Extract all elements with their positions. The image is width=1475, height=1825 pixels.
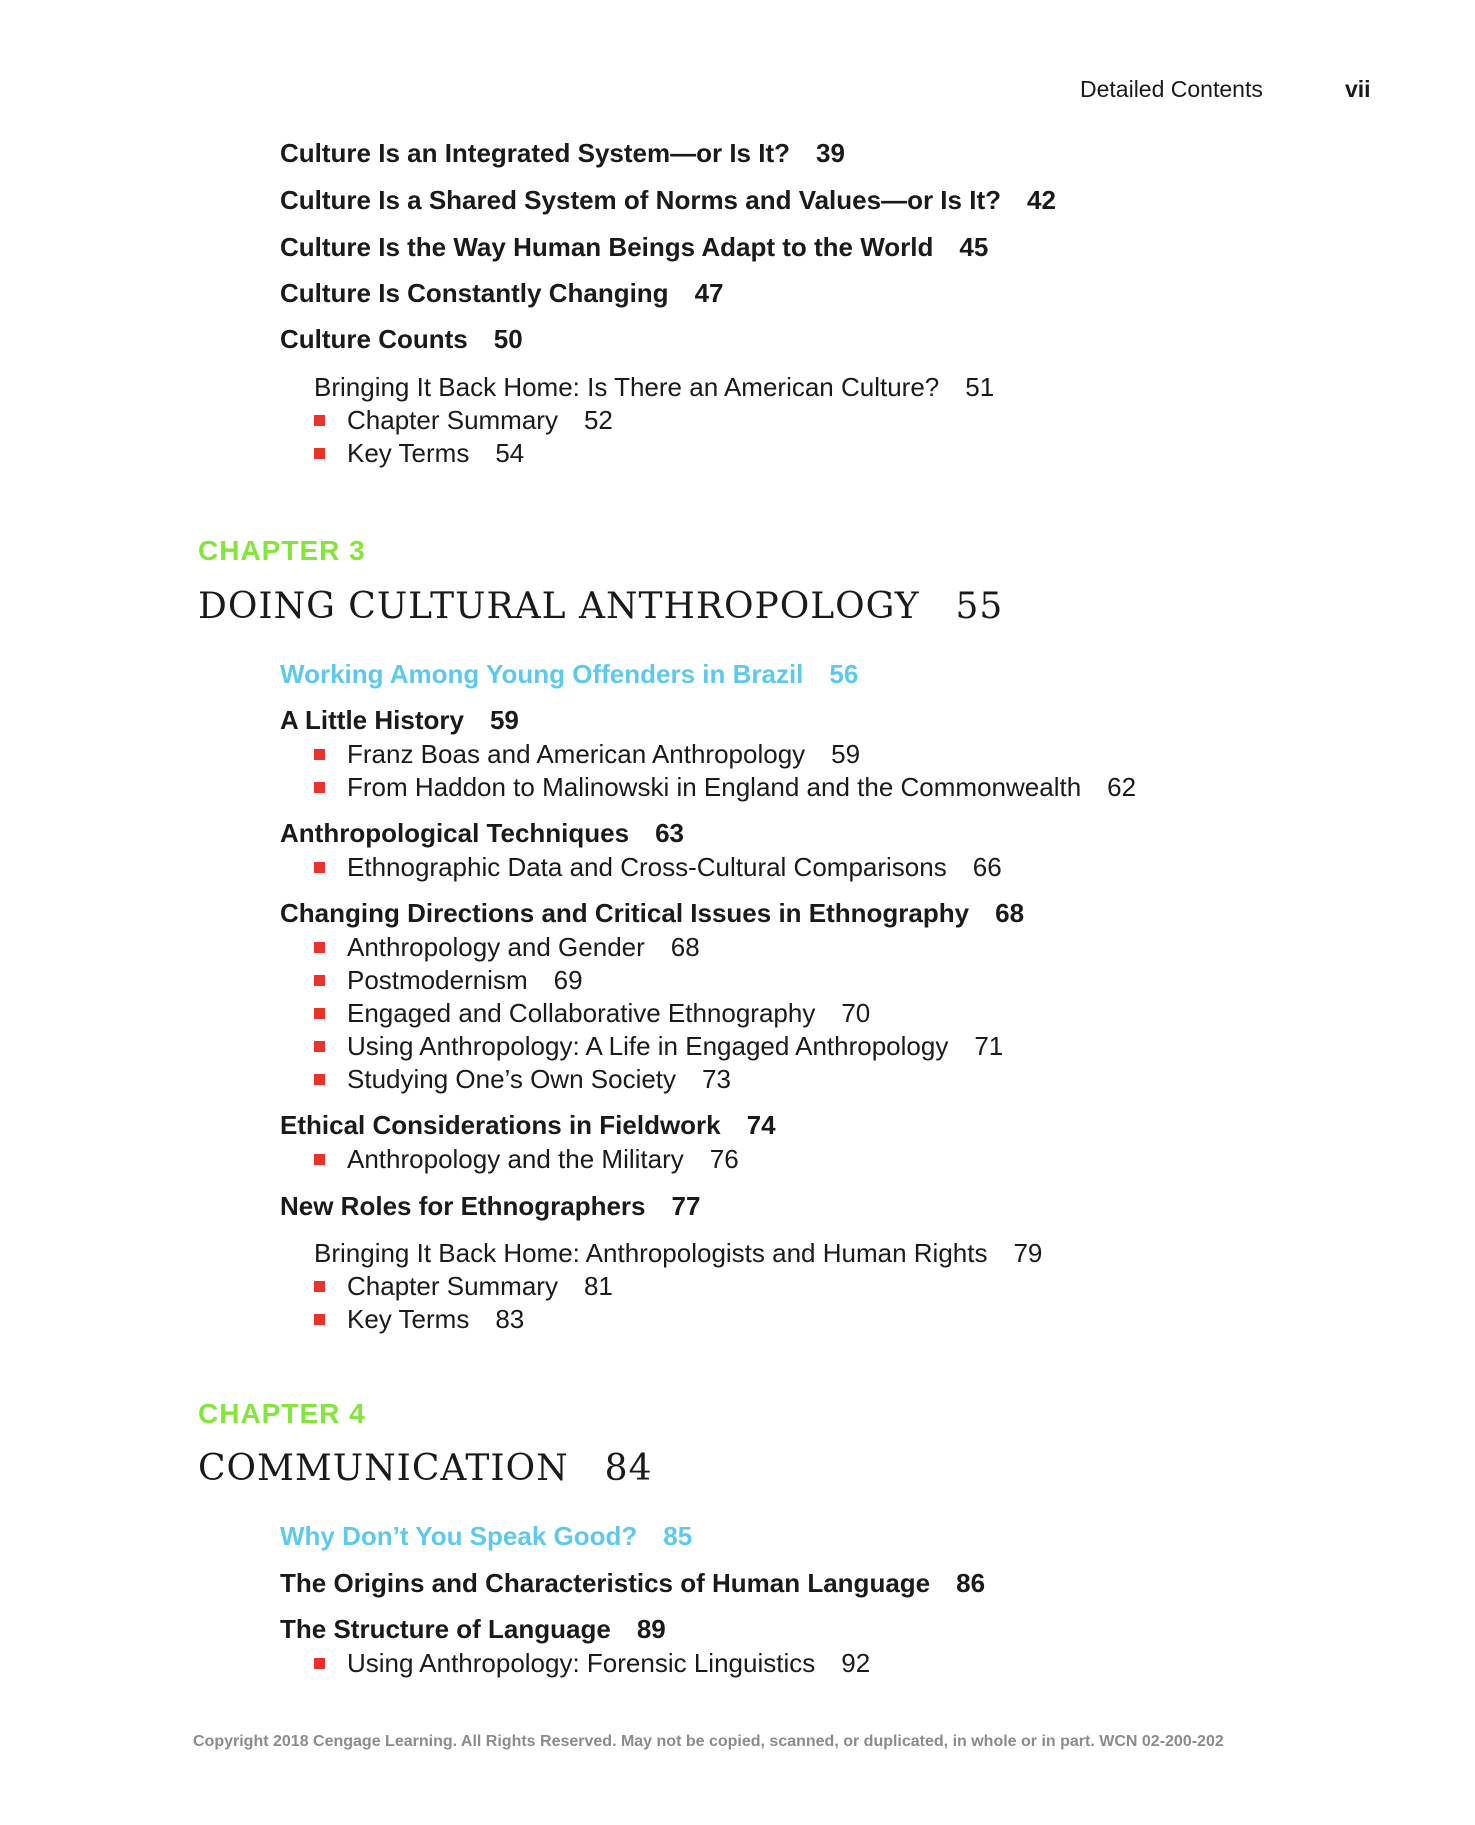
toc-entry-label: Culture Counts [280,324,468,354]
toc-entry[interactable] [280,278,724,309]
toc-entry-page: 45 [959,232,989,262]
toc-entry[interactable] [280,232,988,263]
toc-entry-page: 52 [583,405,613,435]
toc-entry-label: Using Anthropology: A Life in Engaged Anthropology [347,1031,949,1061]
toc-entry-label: Key Terms [347,438,470,468]
toc-entry-page: 62 [1107,772,1137,802]
toc-bullet-entry[interactable] [314,1648,870,1679]
chapter-title-page: 55 [955,586,1004,627]
toc-entry[interactable] [280,705,519,736]
toc-entry-page: 74 [746,1110,776,1140]
toc-entry-page: 68 [670,932,700,962]
toc-bullet-entry[interactable] [314,932,700,963]
bullet-square-icon [314,415,325,426]
running-head-title: Detailed Contents [1080,76,1263,102]
toc-entry-page: 51 [965,372,995,402]
bullet-square-icon [314,1658,325,1669]
toc-entry-page: 69 [553,965,583,995]
chapter-label: CHAPTER 4 [198,1398,366,1429]
toc-entry-label: Engaged and Collaborative Ethnography [347,998,816,1028]
bullet-square-icon [314,862,325,873]
chapter-title[interactable] [198,586,1003,627]
toc-entry[interactable] [280,324,523,355]
toc-entry-page: 59 [831,739,861,769]
toc-entry-label: The Origins and Characteristics of Human Language [280,1568,931,1598]
toc-entry[interactable] [280,185,1056,216]
toc-entry-page: 79 [1013,1238,1043,1268]
toc-entry-page: 83 [495,1304,525,1334]
toc-entry-label: Anthropological Techniques [280,818,630,848]
toc-entry-page: 85 [663,1521,693,1551]
bullet-square-icon [314,1281,325,1292]
chapter-title-page: 84 [604,1448,653,1489]
toc-entry[interactable] [280,1614,666,1645]
toc-entry-page: 77 [671,1191,701,1221]
toc-bullet-entry[interactable] [314,405,613,436]
toc-entry-label: The Structure of Language [280,1614,611,1644]
toc-entry-label: Key Terms [347,1304,470,1334]
copyright-footer: Copyright 2018 Cengage Learning. All Rights Reserved. May not be copied, scanned, or duplicated, in whole or in part. WCN 02-200-202 [193,1733,1224,1750]
toc-bullet-entry[interactable] [314,965,583,996]
toc-bullet-entry[interactable] [314,772,1136,803]
toc-bullet-entry[interactable] [314,1064,731,1095]
toc-bringing-entry[interactable] [314,372,994,403]
toc-entry-page: 81 [583,1271,613,1301]
toc-entry[interactable] [280,1110,776,1141]
chapter-label: CHAPTER 3 [198,535,366,566]
chapter-title-text: COMMUNICATION [198,1448,569,1489]
toc-feature-entry[interactable] [280,659,858,690]
toc-entry-label: Ethnographic Data and Cross-Cultural Comparisons [347,852,947,882]
bullet-square-icon [314,1041,325,1052]
toc-bullet-entry[interactable] [314,1304,524,1335]
toc-feature-entry[interactable] [280,1521,692,1552]
toc-entry-label: Ethical Considerations in Fieldwork [280,1110,721,1140]
toc-entry-label: Postmodernism [347,965,528,995]
toc-entry-label: Culture Is Constantly Changing [280,278,669,308]
toc-entry-label: Studying One’s Own Society [347,1064,677,1094]
toc-bullet-entry[interactable] [314,998,870,1029]
toc-entry-page: 54 [495,438,525,468]
toc-entry-label: Franz Boas and American Anthropology [347,739,806,769]
toc-entry-page: 68 [995,898,1025,928]
toc-bullet-entry[interactable] [314,438,524,469]
toc-entry-label: A Little History [280,705,464,735]
toc-entry[interactable] [280,1191,700,1222]
bullet-square-icon [314,942,325,953]
toc-entry-page: 63 [655,818,685,848]
toc-bullet-entry[interactable] [314,1271,613,1302]
toc-entry[interactable] [280,138,845,169]
toc-entry-label: Chapter Summary [347,405,558,435]
toc-bullet-entry[interactable] [314,739,860,770]
toc-entry-label: Culture Is an Integrated System—or Is It? [280,138,790,168]
toc-entry-label: Anthropology and Gender [347,932,645,962]
bullet-square-icon [314,1074,325,1085]
toc-entry-label: Culture Is the Way Human Beings Adapt to the World [280,232,934,262]
chapter-title[interactable] [198,1448,652,1489]
toc-entry-page: 73 [702,1064,731,1094]
toc-entry-label: Why Don’t You Speak Good? [280,1521,638,1551]
page-number: vii [1345,76,1371,102]
toc-entry-label: From Haddon to Malinowski in England and the Commonwealth [347,772,1082,802]
toc-entry[interactable] [280,1568,985,1599]
toc-entry-page: 71 [974,1031,1004,1061]
toc-entry-label: Culture Is a Shared System of Norms and Values—or Is It? [280,185,1001,215]
toc-entry-page: 56 [829,659,859,689]
bullet-square-icon [314,1008,325,1019]
toc-bringing-entry[interactable] [314,1238,1042,1269]
bullet-square-icon [314,1314,325,1325]
toc-entry-page: 47 [694,278,724,308]
toc-entry-page: 66 [972,852,1002,882]
toc-entry-page: 89 [636,1614,666,1644]
toc-bullet-entry[interactable] [314,1031,1003,1062]
toc-bullet-entry[interactable] [314,852,1002,883]
bullet-square-icon [314,1154,325,1165]
toc-entry-label: New Roles for Ethnographers [280,1191,646,1221]
toc-entry[interactable] [280,818,684,849]
bullet-square-icon [314,782,325,793]
bullet-square-icon [314,975,325,986]
toc-bullet-entry[interactable] [314,1144,739,1175]
toc-entry-page: 92 [841,1648,871,1678]
toc-entry[interactable] [280,898,1024,929]
toc-entry-label: Using Anthropology: Forensic Linguistics [347,1648,816,1678]
chapter-title-text: DOING CULTURAL ANTHROPOLOGY [198,586,920,627]
toc-entry-page: 42 [1026,185,1056,215]
bullet-square-icon [314,749,325,760]
toc-entry-page: 70 [841,998,871,1028]
toc-entry-page: 50 [493,324,523,354]
toc-entry-page: 86 [956,1568,986,1598]
toc-entry-page: 76 [709,1144,739,1174]
toc-entry-page: 39 [816,138,845,168]
toc-entry-label: Anthropology and the Military [347,1144,684,1174]
toc-entry-label: Changing Directions and Critical Issues in Ethnography [280,898,970,928]
bullet-square-icon [314,448,325,459]
toc-entry-label: Bringing It Back Home: Anthropologists and Human Rights [314,1238,988,1268]
toc-entry-page: 59 [489,705,519,735]
toc-entry-label: Working Among Young Offenders in Brazil [280,659,804,689]
toc-entry-label: Bringing It Back Home: Is There an American Culture? [314,372,940,402]
toc-entry-label: Chapter Summary [347,1271,558,1301]
